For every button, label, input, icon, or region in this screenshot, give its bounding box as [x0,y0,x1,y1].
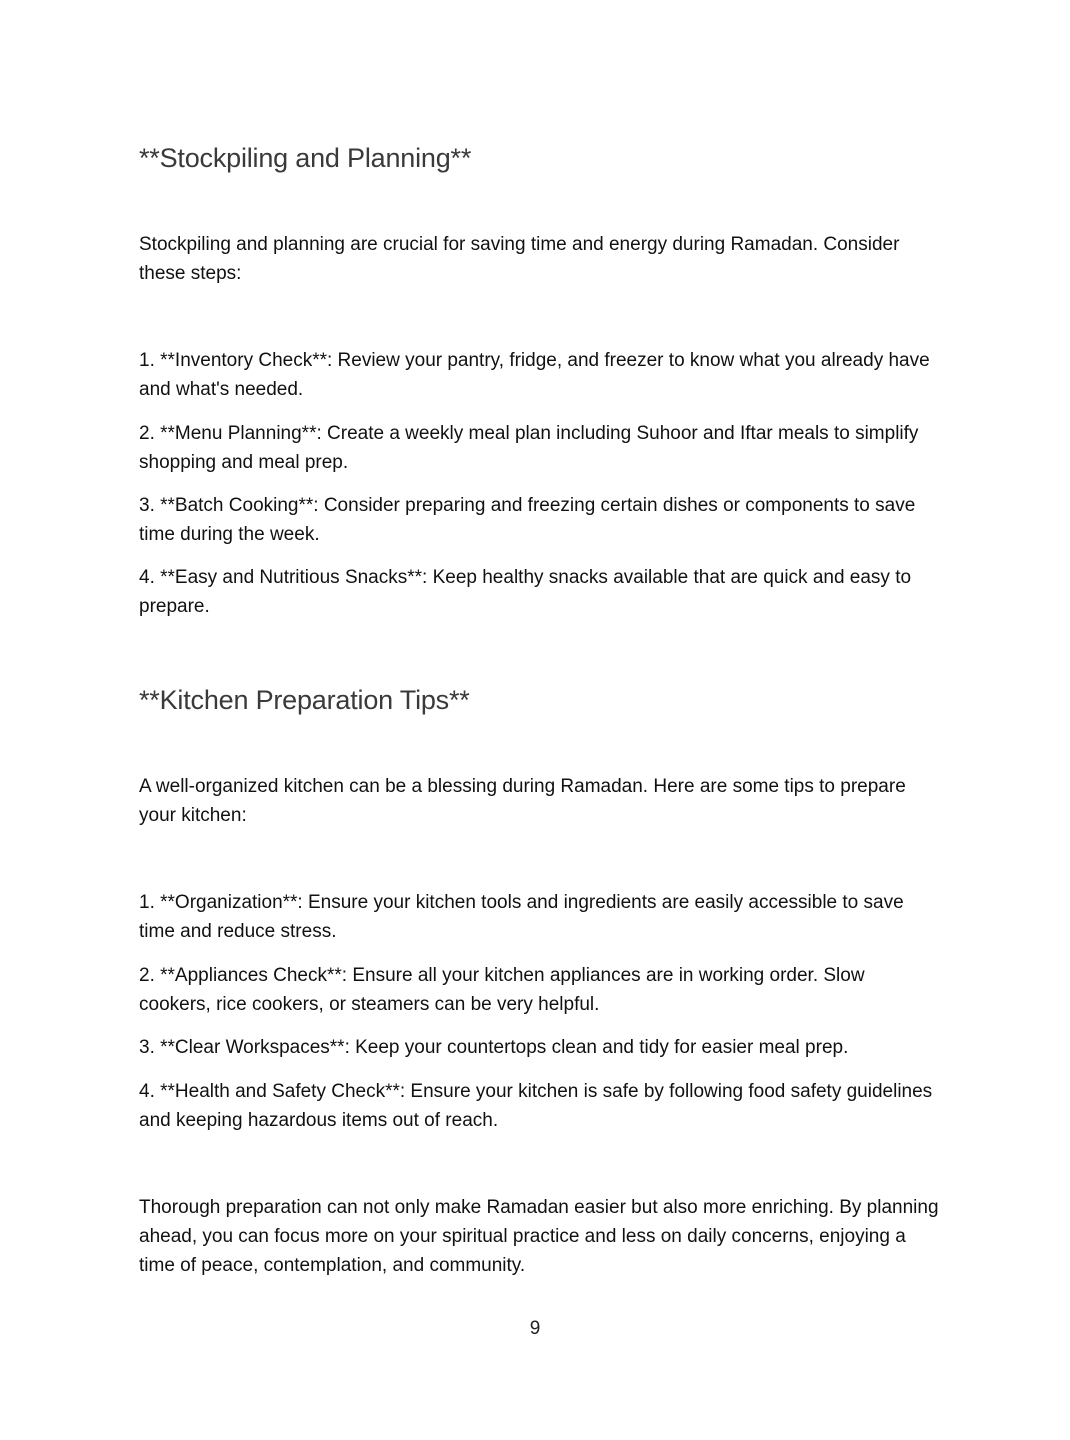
conclusion-paragraph: Thorough preparation can not only make Ramadan easier but also more enriching. By planning ahead, you can focus more on your spiritual practice and less on daily concerns, enjoying a time of peace, contemplation, and community. [139,1197,939,1276]
list-item-clear-workspaces: 3. **Clear Workspaces**: Keep your countertops clean and tidy for easier meal prep. [139,1037,849,1058]
list-item-inventory-check: 1. **Inventory Check**: Review your pantry, fridge, and freezer to know what you already have and what's needed. [139,350,930,400]
list-item-health-safety: 4. **Health and Safety Check**: Ensure your kitchen is safe by following food safety guidelines and keeping hazardous items out of reach. [139,1081,933,1131]
section-heading-kitchen: **Kitchen Preparation Tips** [139,685,470,715]
list-item-snacks: 4. **Easy and Nutritious Snacks**: Keep healthy snacks available that are quick and easy to prepare. [139,567,912,617]
page-number: 9 [529,1318,541,1339]
list-item-batch-cooking: 3. **Batch Cooking**: Consider preparing and freezing certain dishes or components to save time during the week. [139,495,916,545]
list-item-organization: 1. **Organization**: Ensure your kitchen tools and ingredients are easily accessible to save time and reduce stress. [139,892,904,942]
section-intro-stockpiling: Stockpiling and planning are crucial for saving time and energy during Ramadan. Consider these steps: [139,234,900,284]
section-heading-stockpiling: **Stockpiling and Planning** [139,143,472,173]
section-intro-kitchen: A well-organized kitchen can be a blessing during Ramadan. Here are some tips to prepare your kitchen: [139,776,906,826]
list-item-appliances-check: 2. **Appliances Check**: Ensure all your kitchen appliances are in working order. Slow cookers, rice cookers, or steamers can be very helpful. [139,965,865,1015]
list-item-menu-planning: 2. **Menu Planning**: Create a weekly meal plan including Suhoor and Iftar meals to simplify shopping and meal prep. [139,423,919,473]
